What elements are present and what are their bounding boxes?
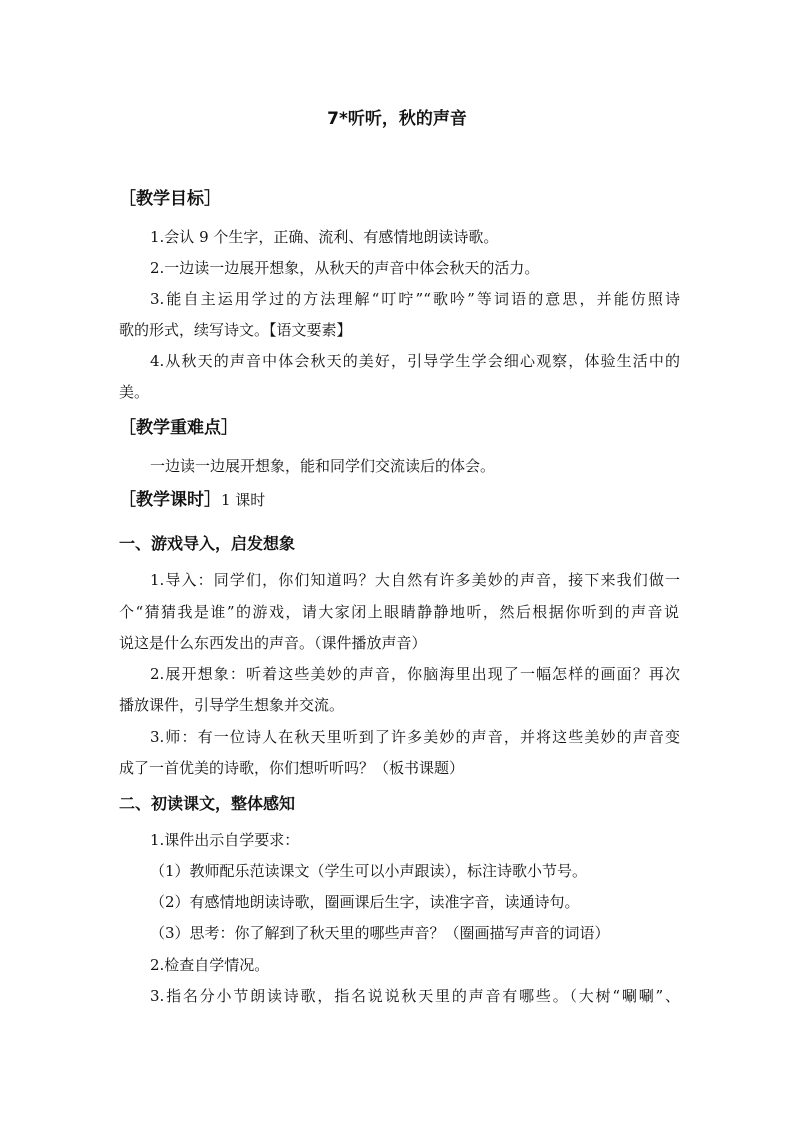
goal-1: 1.会认 9 个生字，正确、流利、有感情地朗读诗歌。: [150, 228, 499, 246]
goal-4-line-2: 美。: [119, 383, 150, 401]
section-2-p3: 3.指名分小节朗读诗歌，指名说说秋天里的声音有哪些。（大树“唰唰”、: [150, 987, 680, 1005]
goal-4-line-1: 4.从秋天的声音中体会秋天的美好，引导学生学会细心观察，体验生活中的: [150, 352, 680, 370]
section-1-p3-line-2: 成了一首优美的诗歌，你们想听听吗？（板书课题）: [119, 759, 465, 777]
section-1-p2-line-1: 2.展开想象：听着这些美妙的声音，你脑海里出现了一幅怎样的画面？再次: [150, 665, 680, 683]
hours-row: [119, 489, 679, 511]
section-1-p1-line-2: 个“猜猜我是谁”的游戏，请大家闭上眼睛静静地听，然后根据你听到的声音说: [119, 603, 679, 621]
difficulty-heading: ［教学重难点］: [119, 418, 238, 438]
goal-3-line-2: 歌的形式，续写诗文。【语文要素】: [119, 321, 352, 339]
hours-value: 1 课时: [221, 491, 266, 509]
goal-2: 2.一边读一边展开想象，从秋天的声音中体会秋天的活力。: [150, 259, 540, 277]
section-1-p1-line-1: 1.导入：同学们，你们知道吗？大自然有许多美妙的声音，接下来我们做一: [150, 571, 680, 589]
section-2-heading: 二、初读课文，整体感知: [119, 794, 296, 813]
goal-3-line-1: 3.能自主运用学过的方法理解“叮咛”“歌吟”等词语的意思，并能仿照诗: [150, 290, 680, 308]
page-title: 7*听听，秋的声音: [327, 109, 467, 129]
goals-heading: ［教学目标］: [119, 189, 221, 209]
section-2-p2: 2.检查自学情况。: [150, 956, 270, 974]
section-2-p1-item-2: （2）有感情地朗读诗歌，圈画课后生字，读准字音，读通诗句。: [150, 893, 580, 911]
section-2-p1-item-3: （3）思考：你了解到了秋天里的哪些声音？（圈画描写声音的词语）: [150, 924, 610, 942]
section-1-p3-line-1: 3.师：有一位诗人在秋天里听到了许多美妙的声音，并将这些美妙的声音变: [150, 728, 680, 746]
section-1-p2-line-2: 播放课件，引导学生想象并交流。: [119, 696, 345, 714]
section-2-p1: 1.课件出示自学要求：: [150, 831, 300, 849]
difficulty-text: 一边读一边展开想象，能和同学们交流读后的体会。: [150, 457, 496, 475]
section-1-heading: 一、游戏导入，启发想象: [119, 534, 296, 553]
section-2-p1-item-1: （1）教师配乐范读课文（学生可以小声跟读），标注诗歌小节号。: [150, 862, 588, 880]
hours-heading: ［教学课时］: [119, 490, 221, 510]
section-1-p1-line-3: 说这是什么东西发出的声音。（课件播放声音）: [119, 634, 427, 652]
